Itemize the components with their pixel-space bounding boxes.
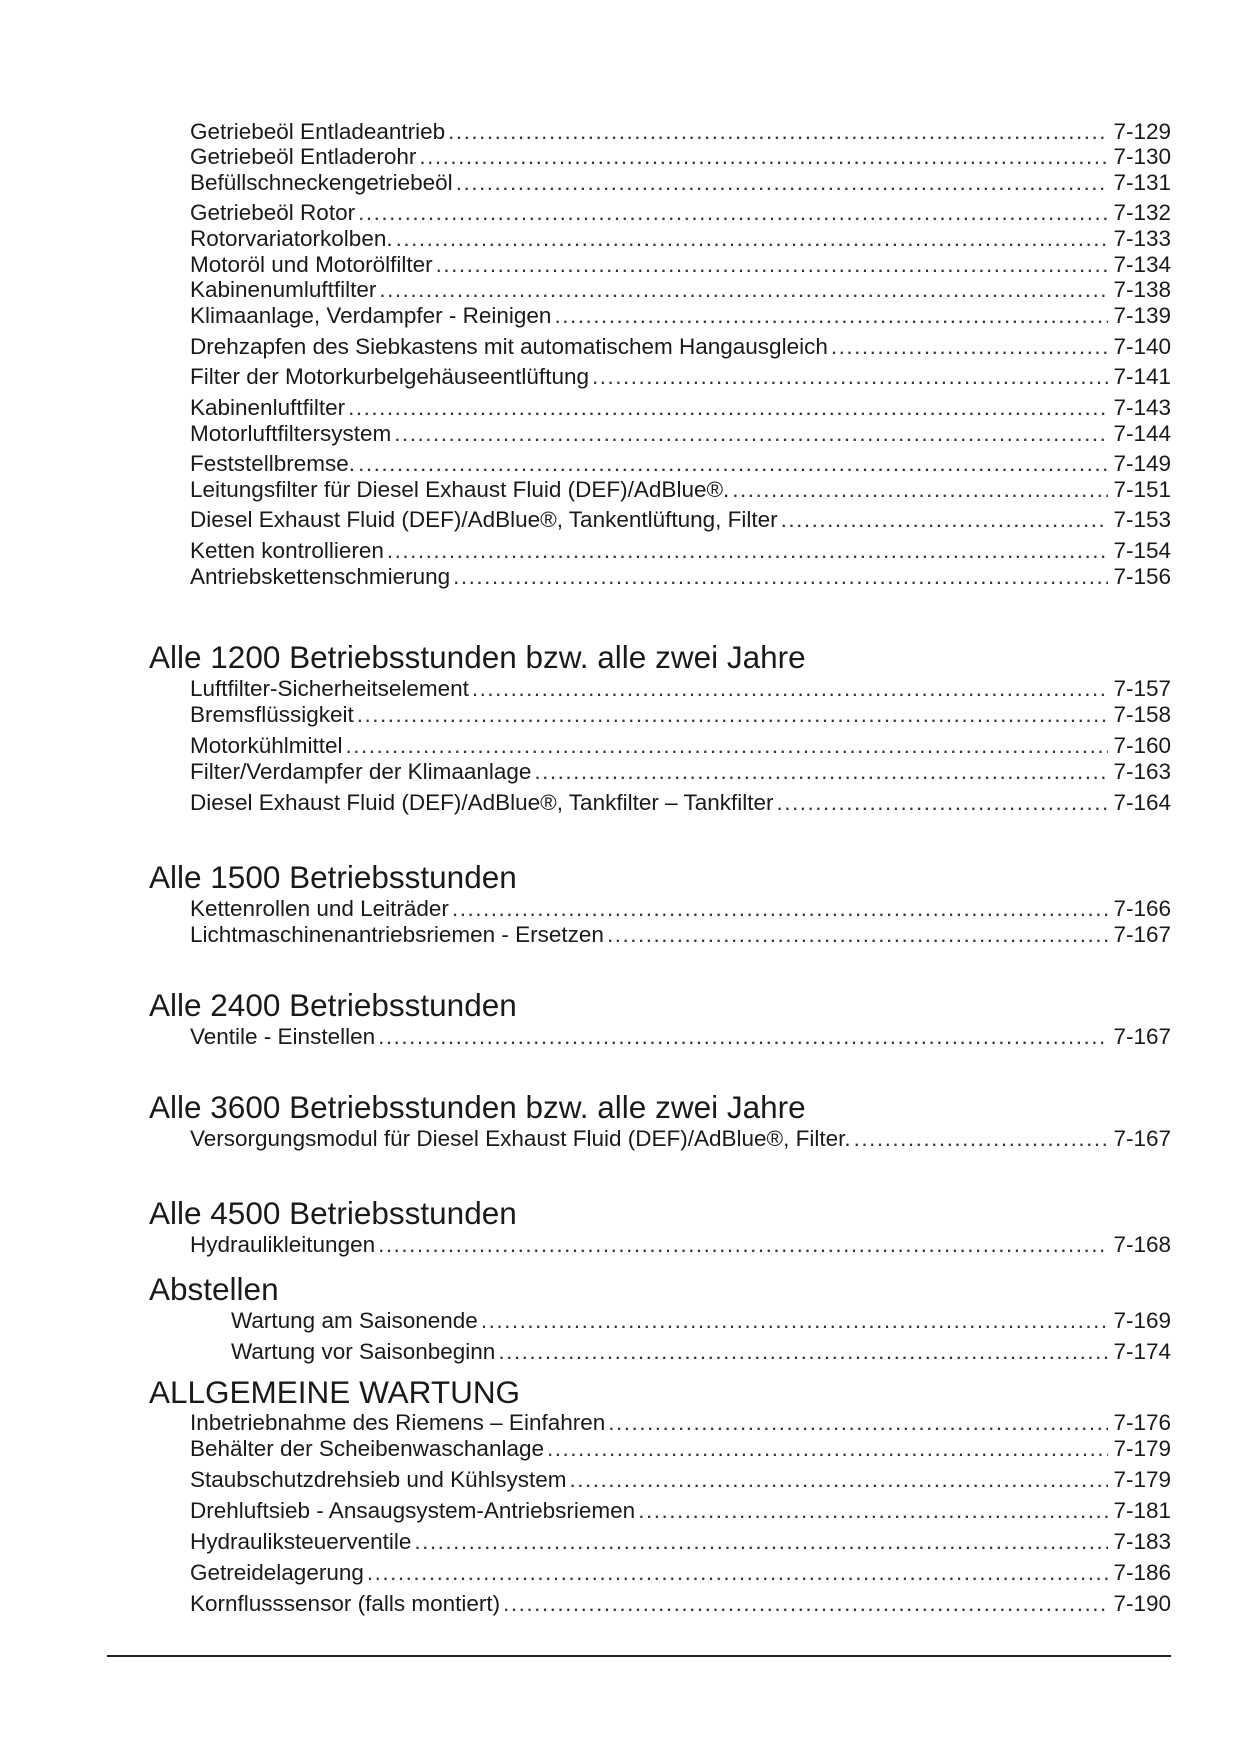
entry-page: 7-140: [1113, 334, 1171, 359]
entry-page: 7-132: [1113, 200, 1171, 225]
section-heading: Alle 2400 Betriebsstunden: [149, 987, 517, 1023]
entry-title: Rotorvariatorkolben.: [190, 226, 393, 251]
dot-leader: [346, 733, 1109, 759]
toc-entry[interactable]: [190, 332, 1171, 360]
dot-leader: [358, 200, 1108, 226]
entry-page: 7-144: [1113, 421, 1171, 446]
toc-entry[interactable]: [190, 301, 1171, 329]
entry-page: 7-169: [1113, 1308, 1171, 1333]
toc-entry[interactable]: [190, 894, 1171, 922]
entry-page: 7-139: [1113, 303, 1171, 328]
entry-page: 7-129: [1113, 119, 1171, 144]
toc-entry[interactable]: [190, 1558, 1171, 1586]
entry-page: 7-190: [1113, 1591, 1171, 1616]
entry-page: 7-141: [1113, 364, 1171, 389]
entry-title: Inbetriebnahme des Riemens – Einfahren: [190, 1410, 606, 1435]
toc-entry[interactable]: [190, 1124, 1171, 1152]
entry-title: Filter/Verdampfer der Klimaanlage: [190, 759, 532, 784]
dot-leader: [378, 1232, 1108, 1258]
entry-page: 7-158: [1113, 702, 1171, 727]
entry-title: Lichtmaschinenantriebsriemen - Ersetzen: [190, 922, 604, 947]
entry-page: 7-151: [1113, 477, 1171, 502]
entry-title: Bremsflüssigkeit: [190, 702, 354, 727]
entry-title: Wartung am Saisonende: [231, 1308, 478, 1333]
dot-leader: [854, 1126, 1109, 1152]
toc-entry[interactable]: [190, 1022, 1171, 1050]
entry-title: Wartung vor Saisonbeginn: [231, 1339, 496, 1364]
entry-page: 7-164: [1113, 790, 1171, 815]
entry-title: Ketten kontrollieren: [190, 538, 384, 563]
entry-title: Drehluftsieb - Ansaugsystem-Antriebsriemen: [190, 1498, 636, 1523]
toc-entry[interactable]: [190, 419, 1171, 447]
toc-entry[interactable]: [190, 117, 1171, 145]
entry-title: Hydrauliksteuerventile: [190, 1529, 412, 1554]
dot-leader: [472, 676, 1109, 702]
toc-entry[interactable]: [231, 1337, 1171, 1365]
entry-page: 7-179: [1113, 1467, 1171, 1492]
section-heading: Alle 1500 Betriebsstunden: [149, 859, 517, 895]
entry-title: Staubschutzdrehsieb und Kühlsystem: [190, 1467, 567, 1492]
entry-title: Kabinenluftfilter: [190, 395, 346, 420]
dot-leader: [554, 303, 1108, 329]
entry-page: 7-167: [1113, 1024, 1171, 1049]
entry-title: Getreidelagerung: [190, 1560, 364, 1585]
entry-title: Diesel Exhaust Fluid (DEF)/AdBlue®, Tankentlüftung, Filter: [190, 507, 778, 532]
section-heading: Alle 3600 Betriebsstunden bzw. alle zwei Jahre: [149, 1089, 806, 1125]
dot-leader: [776, 790, 1108, 816]
entry-page: 7-131: [1113, 170, 1171, 195]
entry-title: Feststellbremse.: [190, 451, 356, 476]
dot-leader: [348, 395, 1108, 421]
toc-entry[interactable]: [190, 674, 1171, 702]
entry-page: 7-160: [1113, 733, 1171, 758]
entry-title: Kettenrollen und Leiträder: [190, 896, 449, 921]
toc-entry[interactable]: [190, 198, 1171, 226]
toc-entry[interactable]: [190, 505, 1171, 533]
dot-leader: [367, 1560, 1109, 1586]
toc-entry[interactable]: [190, 142, 1171, 170]
entry-title: Filter der Motorkurbelgehäuseentlüftung: [190, 364, 589, 389]
entry-page: 7-168: [1113, 1232, 1171, 1257]
entry-page: 7-143: [1113, 395, 1171, 420]
dot-leader: [378, 1024, 1108, 1050]
toc-entry[interactable]: [190, 224, 1171, 252]
section-heading: Alle 4500 Betriebsstunden: [149, 1195, 517, 1231]
entry-page: 7-181: [1113, 1498, 1171, 1523]
entry-title: Versorgungsmodul für Diesel Exhaust Fluid (DEF)/AdBlue®, Filter.: [190, 1126, 851, 1151]
entry-title: Leitungsfilter für Diesel Exhaust Fluid (DEF)/AdBlue®.: [190, 477, 730, 502]
dot-leader: [608, 1410, 1108, 1436]
dot-leader: [452, 896, 1109, 922]
entry-page: 7-183: [1113, 1529, 1171, 1554]
toc-entry[interactable]: [190, 168, 1171, 196]
dot-leader: [419, 144, 1108, 170]
entry-title: Ventile - Einstellen: [190, 1024, 376, 1049]
entry-title: Motorluftfiltersystem: [190, 421, 392, 446]
entry-title: Motoröl und Motorölfilter: [190, 252, 433, 277]
dot-leader: [394, 421, 1108, 447]
toc-entry[interactable]: [190, 920, 1171, 948]
toc-entry[interactable]: [190, 562, 1171, 590]
dot-leader: [357, 702, 1109, 728]
toc-entry[interactable]: [190, 1496, 1171, 1524]
entry-page: 7-163: [1113, 759, 1171, 784]
entry-page: 7-174: [1113, 1339, 1171, 1364]
entry-page: 7-167: [1113, 922, 1171, 947]
toc-entry[interactable]: [190, 449, 1171, 477]
toc-entry[interactable]: [190, 1589, 1171, 1617]
entry-page: 7-176: [1113, 1410, 1171, 1435]
entry-title: Getriebeöl Entladeantrieb: [190, 119, 446, 144]
dot-leader: [534, 759, 1108, 785]
toc-entry[interactable]: [190, 1434, 1171, 1462]
toc-entry[interactable]: [190, 275, 1171, 303]
entry-title: Getriebeöl Rotor: [190, 200, 356, 225]
dot-leader: [547, 1436, 1108, 1462]
dot-leader: [379, 277, 1108, 303]
dot-leader: [456, 170, 1109, 196]
entry-page: 7-156: [1113, 564, 1171, 589]
toc-entry[interactable]: [190, 1408, 1171, 1436]
toc-entry[interactable]: [190, 788, 1171, 816]
dot-leader: [781, 507, 1109, 533]
entry-title: Getriebeöl Entladerohr: [190, 144, 417, 169]
entry-title: Behälter der Scheibenwaschanlage: [190, 1436, 544, 1461]
dot-leader: [358, 451, 1108, 477]
entry-page: 7-166: [1113, 896, 1171, 921]
toc-entry[interactable]: [231, 1306, 1171, 1334]
dot-leader: [396, 226, 1109, 252]
entry-page: 7-186: [1113, 1560, 1171, 1585]
entry-title: Motorkühlmittel: [190, 733, 343, 758]
toc-entry[interactable]: [190, 700, 1171, 728]
toc-entry[interactable]: [190, 1465, 1171, 1493]
entry-title: Kornflusssensor (falls montiert): [190, 1591, 501, 1616]
dot-leader: [453, 564, 1108, 590]
entry-page: 7-149: [1113, 451, 1171, 476]
toc-entry[interactable]: [190, 536, 1171, 564]
toc-entry[interactable]: [190, 362, 1171, 390]
entry-title: Klimaanlage, Verdampfer - Reinigen: [190, 303, 552, 328]
entry-page: 7-154: [1113, 538, 1171, 563]
toc-entry[interactable]: [190, 1527, 1171, 1555]
dot-leader: [607, 922, 1109, 948]
dot-leader: [831, 334, 1109, 360]
toc-entry[interactable]: [190, 731, 1171, 759]
dot-leader: [732, 477, 1108, 503]
entry-page: 7-167: [1113, 1126, 1171, 1151]
dot-leader: [592, 364, 1108, 390]
entry-page: 7-157: [1113, 676, 1171, 701]
entry-title: Antriebskettenschmierung: [190, 564, 451, 589]
entry-page: 7-130: [1113, 144, 1171, 169]
dot-leader: [414, 1529, 1108, 1555]
dot-leader: [638, 1498, 1108, 1524]
entry-page: 7-134: [1113, 252, 1171, 277]
toc-entry[interactable]: [190, 757, 1171, 785]
dot-leader: [481, 1308, 1109, 1334]
entry-title: Luftfilter-Sicherheitselement: [190, 676, 469, 701]
entry-page: 7-138: [1113, 277, 1171, 302]
entry-page: 7-153: [1113, 507, 1171, 532]
dot-leader: [503, 1591, 1108, 1617]
entry-title: Befüllschneckengetriebeöl: [190, 170, 453, 195]
toc-entry[interactable]: [190, 475, 1171, 503]
toc-entry[interactable]: [190, 1230, 1171, 1258]
entry-title: Drehzapfen des Siebkastens mit automatischem Hangausgleich: [190, 334, 828, 359]
footer-rule: [107, 1655, 1171, 1657]
entry-title: Kabinenumluftfilter: [190, 277, 377, 302]
toc-entry[interactable]: [190, 393, 1171, 421]
section-heading: Alle 1200 Betriebsstunden bzw. alle zwei Jahre: [149, 639, 806, 675]
toc-entry[interactable]: [190, 250, 1171, 278]
entry-page: 7-133: [1113, 226, 1171, 251]
dot-leader: [498, 1339, 1108, 1365]
entry-title: Diesel Exhaust Fluid (DEF)/AdBlue®, Tankfilter – Tankfilter: [190, 790, 774, 815]
section-heading: ALLGEMEINE WARTUNG: [149, 1374, 521, 1410]
dot-leader: [387, 538, 1109, 564]
entry-page: 7-179: [1113, 1436, 1171, 1461]
entry-title: Hydraulikleitungen: [190, 1232, 376, 1257]
section-heading: Abstellen: [149, 1271, 279, 1307]
dot-leader: [569, 1467, 1108, 1493]
